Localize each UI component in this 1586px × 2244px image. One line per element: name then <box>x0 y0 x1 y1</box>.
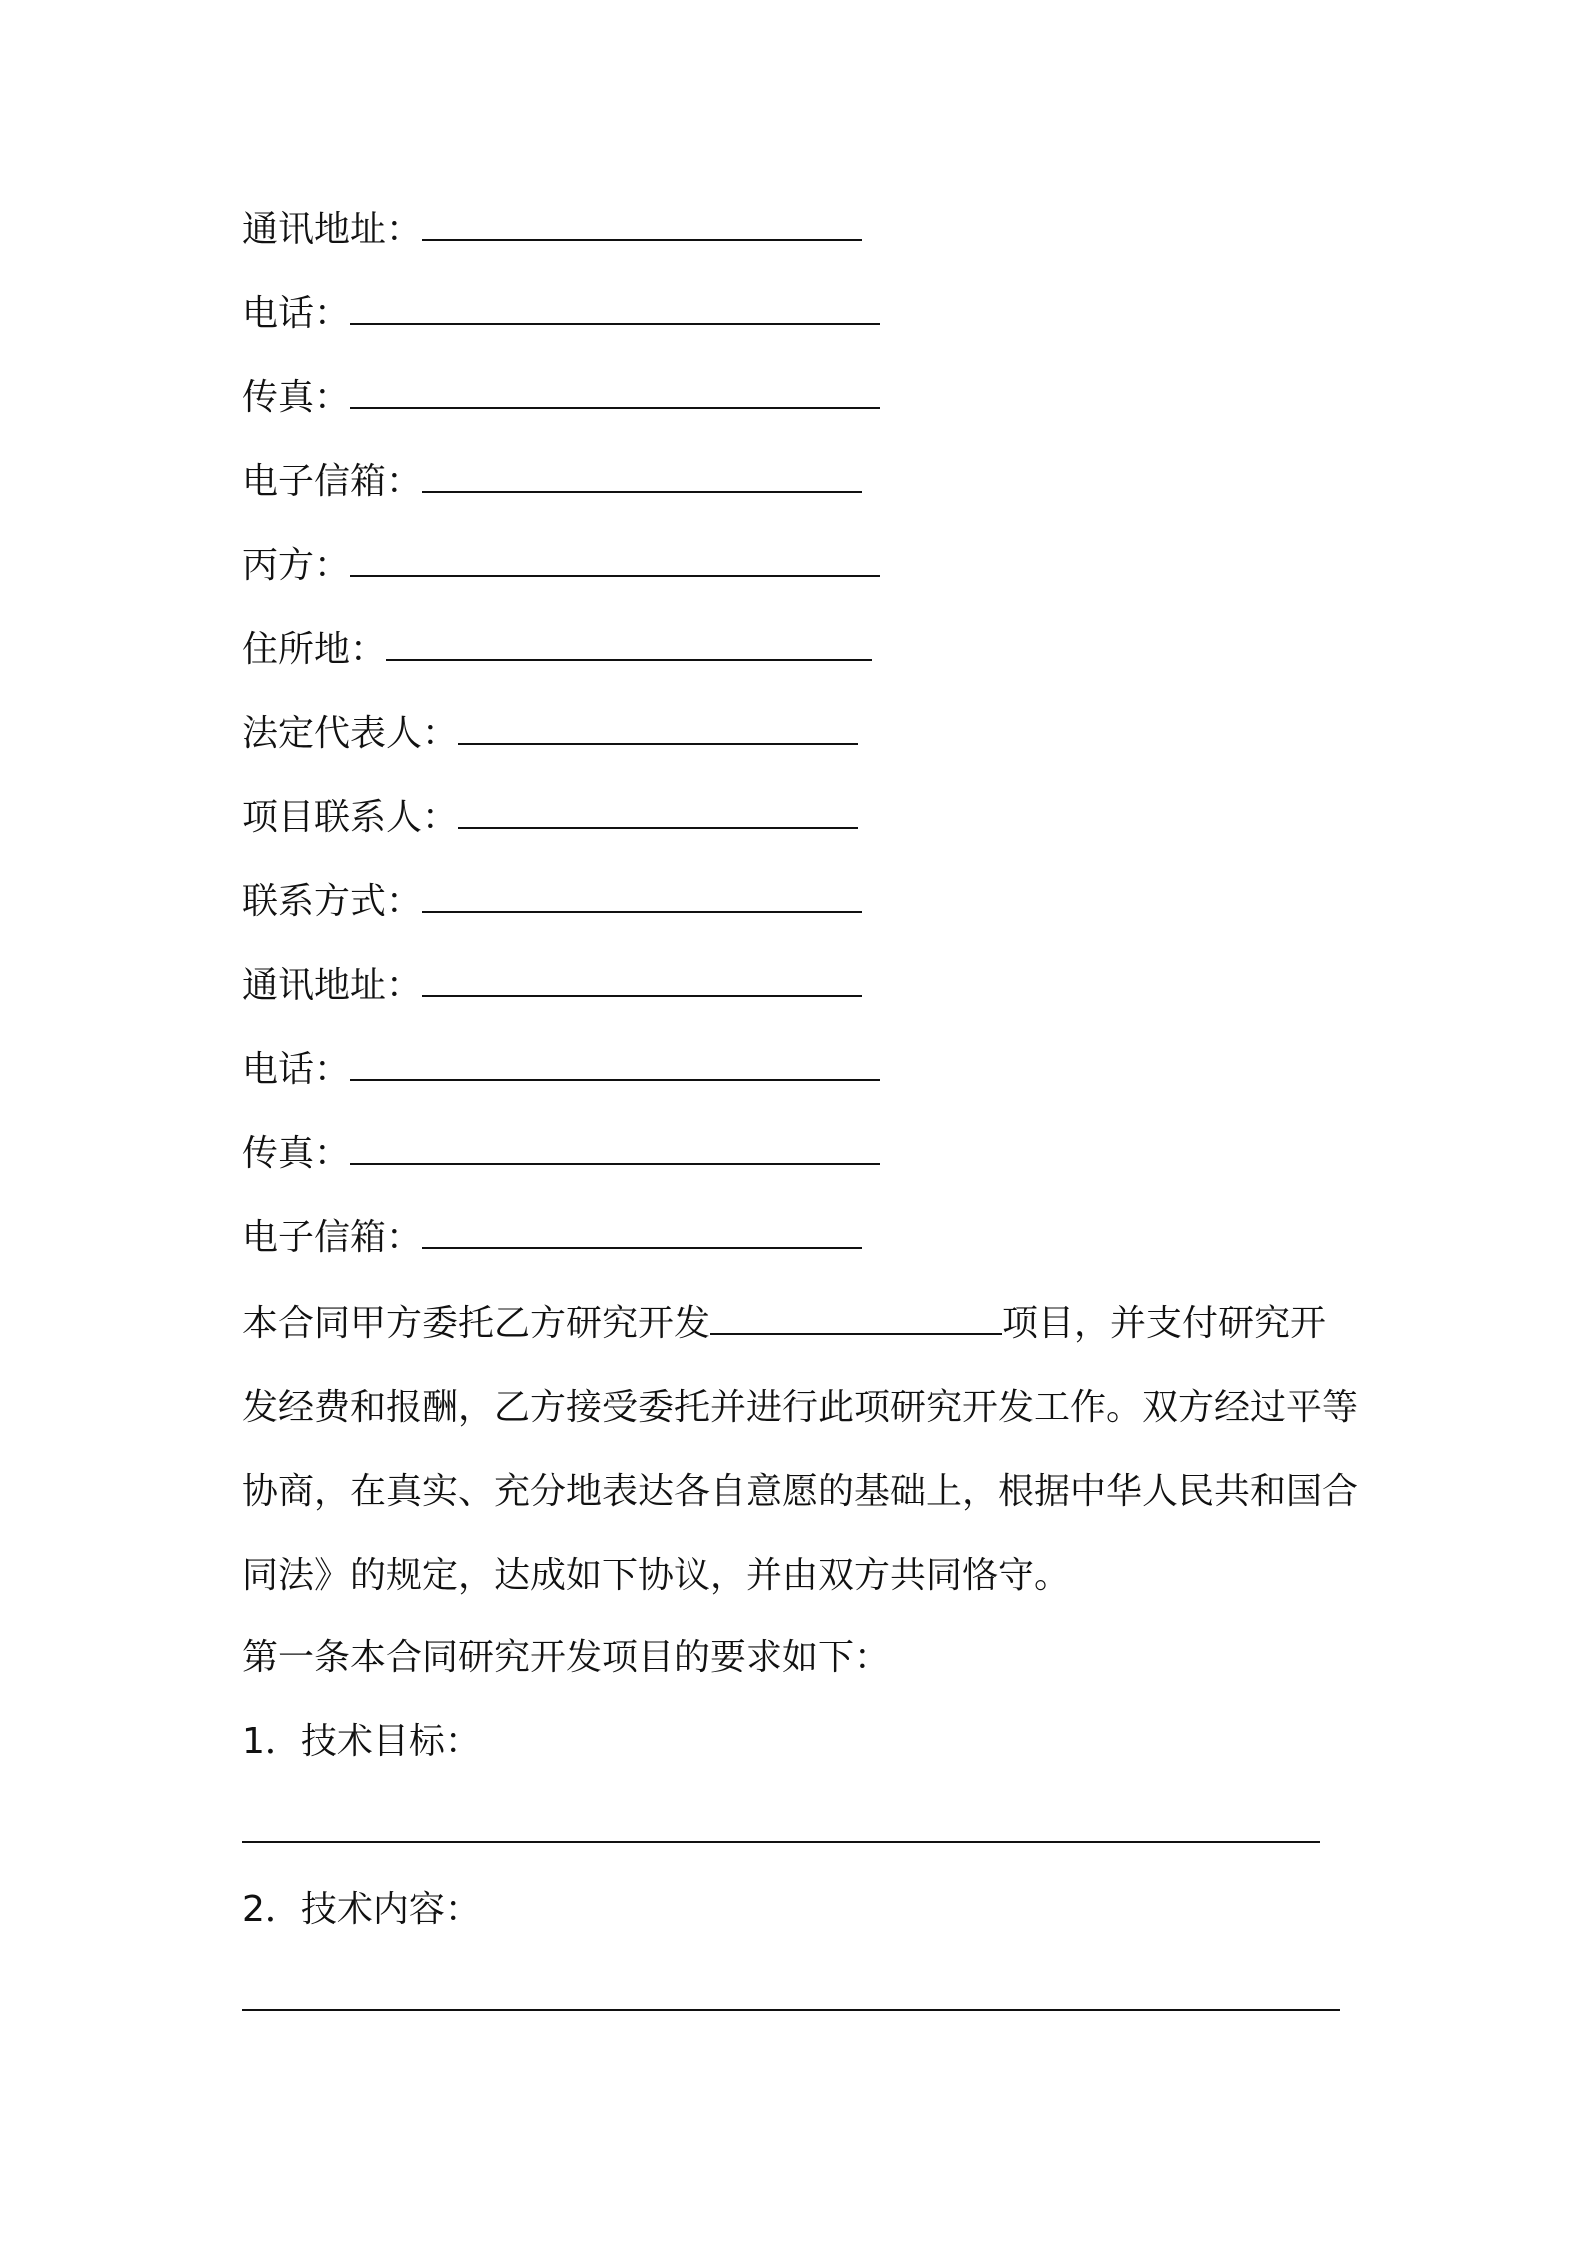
fill-blank[interactable] <box>386 629 872 661</box>
intro-paragraph <box>242 1282 1362 1618</box>
field-label: 电子信箱： <box>242 1217 423 1258</box>
intro-text-before: 本合同甲方委托乙方研究开发 <box>242 1303 711 1344</box>
intro-text-after: 项目，并支付研究开发经费和报酬，乙方接受委托并进行此项研究开发工作。双方经过平等协商，在真实、充分地表达各自意愿的基础上，根据中华人民共和国合同法》的规定，达成如下协议，并由双方共同恪守。 <box>242 1303 1359 1596</box>
field-domicile <box>242 626 872 674</box>
field-phone-2 <box>242 1046 880 1094</box>
field-fax-1 <box>242 374 880 422</box>
tech-content-blank[interactable] <box>242 1979 1340 2011</box>
field-contact-method <box>242 878 862 926</box>
field-project-contact <box>242 794 858 842</box>
article-1-text: 第一条本合同研究开发项目的要求如下： <box>242 1637 891 1678</box>
field-label: 电话： <box>242 1049 351 1090</box>
item-label: 2．技术内容： <box>242 1889 481 1930</box>
fill-blank[interactable] <box>422 965 862 997</box>
field-label: 传真： <box>242 1133 351 1174</box>
field-label: 电话： <box>242 293 351 334</box>
fill-blank[interactable] <box>458 713 858 745</box>
fill-blank[interactable] <box>350 377 880 409</box>
field-label: 住所地： <box>242 629 387 670</box>
field-label: 联系方式： <box>242 881 423 922</box>
fill-blank[interactable] <box>422 881 862 913</box>
field-party-c <box>242 542 880 590</box>
item-tech-goal-line <box>242 1808 1320 1856</box>
item-tech-content <box>242 1886 481 1934</box>
fill-blank[interactable] <box>350 1049 880 1081</box>
article-1-heading <box>242 1634 890 1682</box>
fill-blank[interactable] <box>350 293 880 325</box>
field-label: 通讯地址： <box>242 965 423 1006</box>
field-label: 法定代表人： <box>242 713 459 754</box>
project-name-blank[interactable] <box>710 1303 1002 1335</box>
fill-blank[interactable] <box>350 545 880 577</box>
item-label: 1．技术目标： <box>242 1721 481 1762</box>
field-address-1 <box>242 206 862 254</box>
item-tech-content-line <box>242 1976 1340 2024</box>
fill-blank[interactable] <box>422 209 862 241</box>
field-label: 传真： <box>242 377 351 418</box>
item-tech-goal <box>242 1718 481 1766</box>
field-legal-rep <box>242 710 858 758</box>
fill-blank[interactable] <box>422 461 862 493</box>
field-label: 丙方： <box>242 545 351 586</box>
field-label: 电子信箱： <box>242 461 423 502</box>
field-email-1 <box>242 458 862 506</box>
fill-blank[interactable] <box>422 1217 862 1249</box>
field-label: 项目联系人： <box>242 797 459 838</box>
fill-blank[interactable] <box>458 797 858 829</box>
tech-goal-blank[interactable] <box>242 1811 1320 1843</box>
field-label: 通讯地址： <box>242 209 423 250</box>
field-email-2 <box>242 1214 862 1262</box>
field-phone-1 <box>242 290 880 338</box>
field-fax-2 <box>242 1130 880 1178</box>
field-address-2 <box>242 962 862 1010</box>
fill-blank[interactable] <box>350 1133 880 1165</box>
